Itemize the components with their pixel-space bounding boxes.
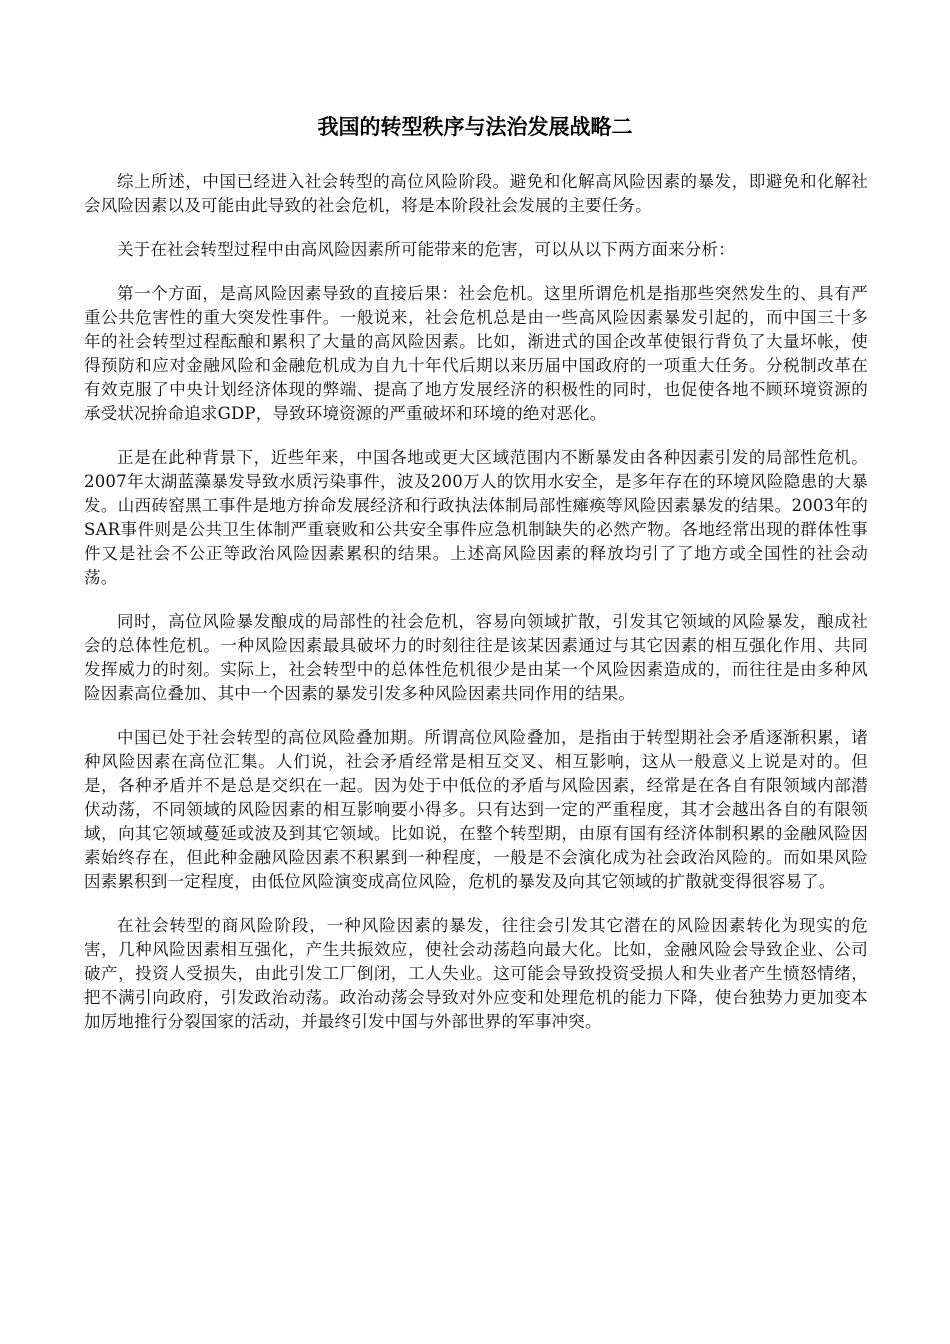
paragraph: 同时，高位风险暴发酿成的局部性的社会危机，容易向领域扩散，引发其它领域的风险暴发，酿成社会的总体性危机。一种风险因素最具破坏力的时刻往往是该某因素通过与其它因素的相互强化作用、共同发挥威力的时刻。实际上，社会转型中的总体性危机很少是由某一个风险因素造成的，而往往是由多种风险因素高位叠加、其中一个因素的暴发引发多种风险因素共同作用的结果。: [84, 612, 868, 703]
paragraph: 综上所述，中国已经进入社会转型的高位风险阶段。避免和化解高风险因素的暴发，即避免和化解社会风险因素以及可能由此导致的社会危机，将是本阶段社会发展的主要任务。: [84, 172, 868, 215]
paragraph: 关于在社会转型过程中由高风险因素所可能带来的危害，可以从以下两方面来分析：: [117, 240, 735, 259]
paragraph: 正是在此种背景下，近些年来，中国各地或更大区域范围内不断暴发由各种因素引发的局部性危机。2007年太湖蓝藻暴发导致水质污染事件，波及200万人的饮用水安全，是多年存在的环境风险隐患的大暴发。山西砖窑黑工事件是地方拚命发展经济和行政执法体制局部性瘫痪等风险因素暴发的结果。2003年的SAR事件则是公共卫生体制严重衰败和公共安全事件应急机制缺失的必然产物。各地经常出现的群体性事件又是社会不公正等政治风险因素累积的结果。上述高风险因素的释放均引了了地方或全国性的社会动荡。: [84, 448, 868, 587]
paragraph: 第一个方面，是高风险因素导致的直接后果：社会危机。这里所谓危机是指那些突然发生的、具有严重公共危害性的重大突发性事件。一般说来，社会危机总是由一些高风险因素暴发引起的，而中国三十多年的社会转型过程酝酿和累积了大量的高风险因素。比如，渐进式的国企改革使银行背负了大量坏帐，使得预防和应对金融风险和金融危机成为自九十年代后期以来历届中国政府的一项重大任务。分税制改革在有效克服了中央计划经济体现的弊端、提高了地方发展经济的积极性的同时，也促使各地不顾环境资源的承受状况拚命追求GDP，导致环境资源的严重破坏和环境的绝对恶化。: [84, 284, 868, 423]
paragraph: 中国已处于社会转型的高位风险叠加期。所谓高位风险叠加，是指由于转型期社会矛盾逐渐积累，诸种风险因素在高位汇集。人们说，社会矛盾经常是相互交叉、相互影响，这从一般意义上说是对的。但是，各种矛盾并不是总是交织在一起。因为处于中低位的矛盾与风险因素，经常是在各自有限领域内部潜伏动荡，不同领域的风险因素的相互影响要小得多。只有达到一定的严重程度，其才会越出各自的有限领域，向其它领域蔓延或波及到其它领域。比如说，在整个转型期，由原有国有经济体制积累的金融风险因素始终存在，但此种金融风险因素不积累到一种程度，一般是不会演化成为社会政治风险的。而如果风险因素累积到一定程度，由低位风险演变成高位风险，危机的暴发及向其它领域的扩散就变得很容易了。: [84, 728, 868, 891]
document-body: [84, 170, 868, 1054]
paragraph: 在社会转型的商风险阶段，一种风险因素的暴发，往往会引发其它潜在的风险因素转化为现实的危害，几种风险因素相互强化，产生共振效应，使社会动荡趋向最大化。比如，金融风险会导致企业、公司破产，投资人受损失，由此引发工厂倒闭，工人失业。这可能会导致投资受损人和失业者产生愤怒情绪，把不满引向政府，引发政治动荡。政治动荡会导致对外应变和处理危机的能力下降，使台独势力更加变本加厉地推行分裂国家的活动，并最终引发中国与外部世界的军事冲突。: [84, 916, 868, 1031]
document-title: 我国的转型秩序与法治发展战略二: [317, 114, 633, 139]
